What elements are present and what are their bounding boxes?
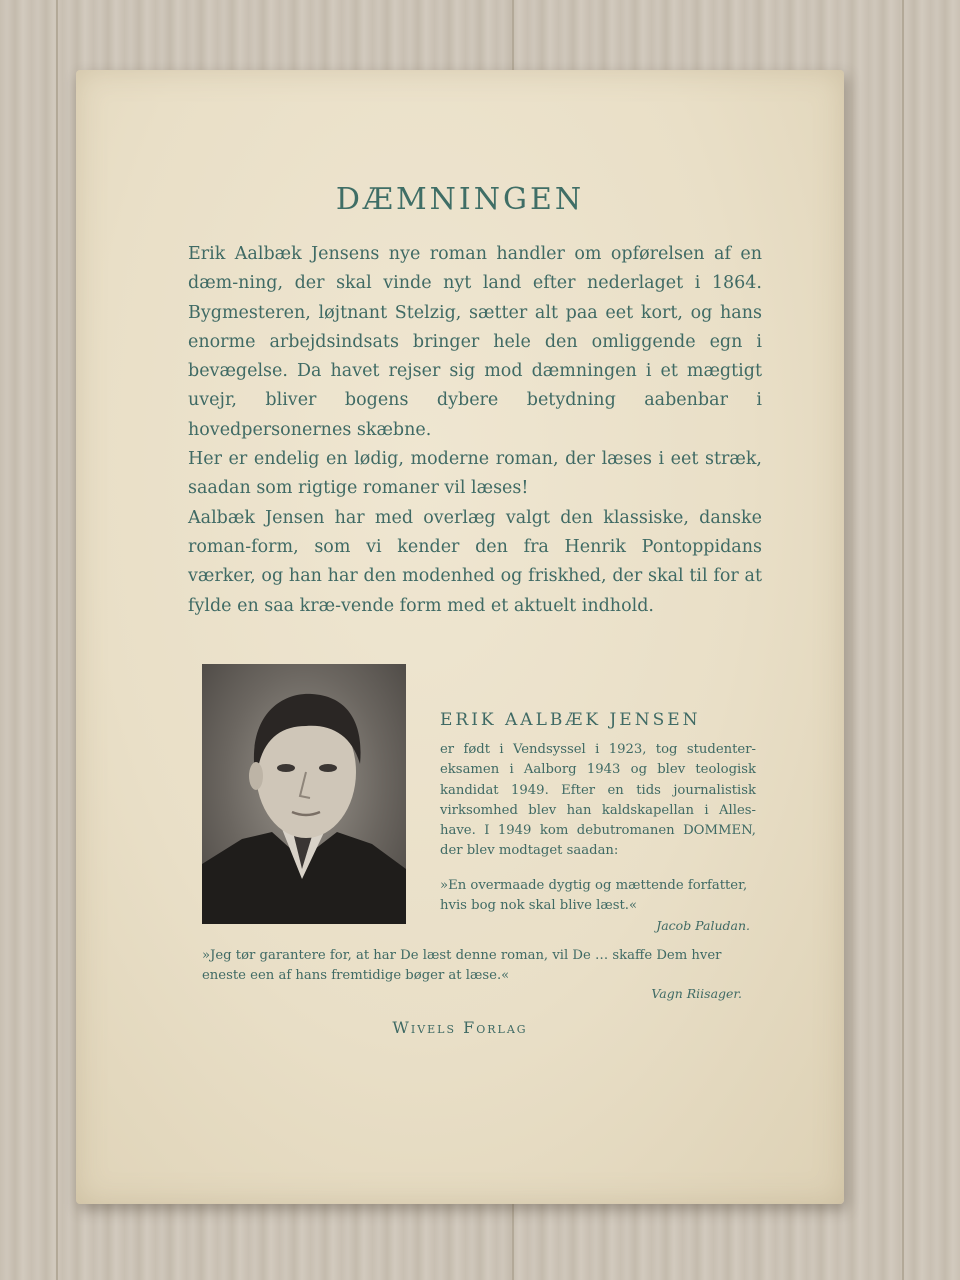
- floor-seam: [902, 0, 904, 1280]
- review-author: Vagn Riisager.: [651, 986, 742, 1001]
- review-author: Jacob Paludan.: [656, 918, 750, 933]
- floor-seam: [56, 0, 58, 1280]
- book-back-cover: [76, 70, 844, 1204]
- review-quote: »Jeg tør garantere for, at har De læst denne roman, vil De … skaffe Dem hver eneste een af hans fremtidige bøger at læse.«: [202, 948, 722, 983]
- blurb-paragraph: Erik Aalbæk Jensens nye roman handler om opførelsen af en dæm-ning, der skal vinde nyt land efter nederlaget i 1864. Bygmesteren, løjtnant Stelzig, sætter alt paa eet kort, og hans enorme arbejdsindsats bringer hele den omliggende egn i bevægelse. Da havet rejser sig mod dæmningen i et mægtigt uvejr, bliver bogens dybere betydning aabenbar i hovedpersonernes skæbne.: [188, 244, 762, 440]
- blurb-paragraph: Her er endelig en lødig, moderne roman, der læses i eet stræk, saadan som rigtige romaner vil læses!: [188, 449, 762, 499]
- book-title: DÆMNINGEN: [335, 182, 585, 217]
- review-quote: »En overmaade dygtig og mættende forfatter, hvis bog nok skal blive læst.«: [440, 878, 748, 913]
- author-name: ERIK AALBÆK JENSEN: [440, 710, 701, 730]
- author-photo: [202, 664, 406, 924]
- blurb: [188, 240, 762, 621]
- blurb-paragraph: Aalbæk Jensen har med overlæg valgt den klassiske, danske roman-form, som vi kender den fra Henrik Pontoppidans værker, og han har den modenhed og friskhed, der skal til for at fylde en saa kræ-vende form med et aktuelt indhold.: [188, 507, 762, 616]
- author-bio: er født i Vendsyssel i 1923, tog studenter-eksamen i Aalborg 1943 og blev teologisk kandidat 1949. Efter en tids journalistisk virksomhed blev han kaldskapellan i Alles-have. I 1949 kom debutromanen DOMMEN, der blev modtaget saadan:: [440, 742, 756, 859]
- publisher-name: Wivels Forlag: [392, 1018, 528, 1037]
